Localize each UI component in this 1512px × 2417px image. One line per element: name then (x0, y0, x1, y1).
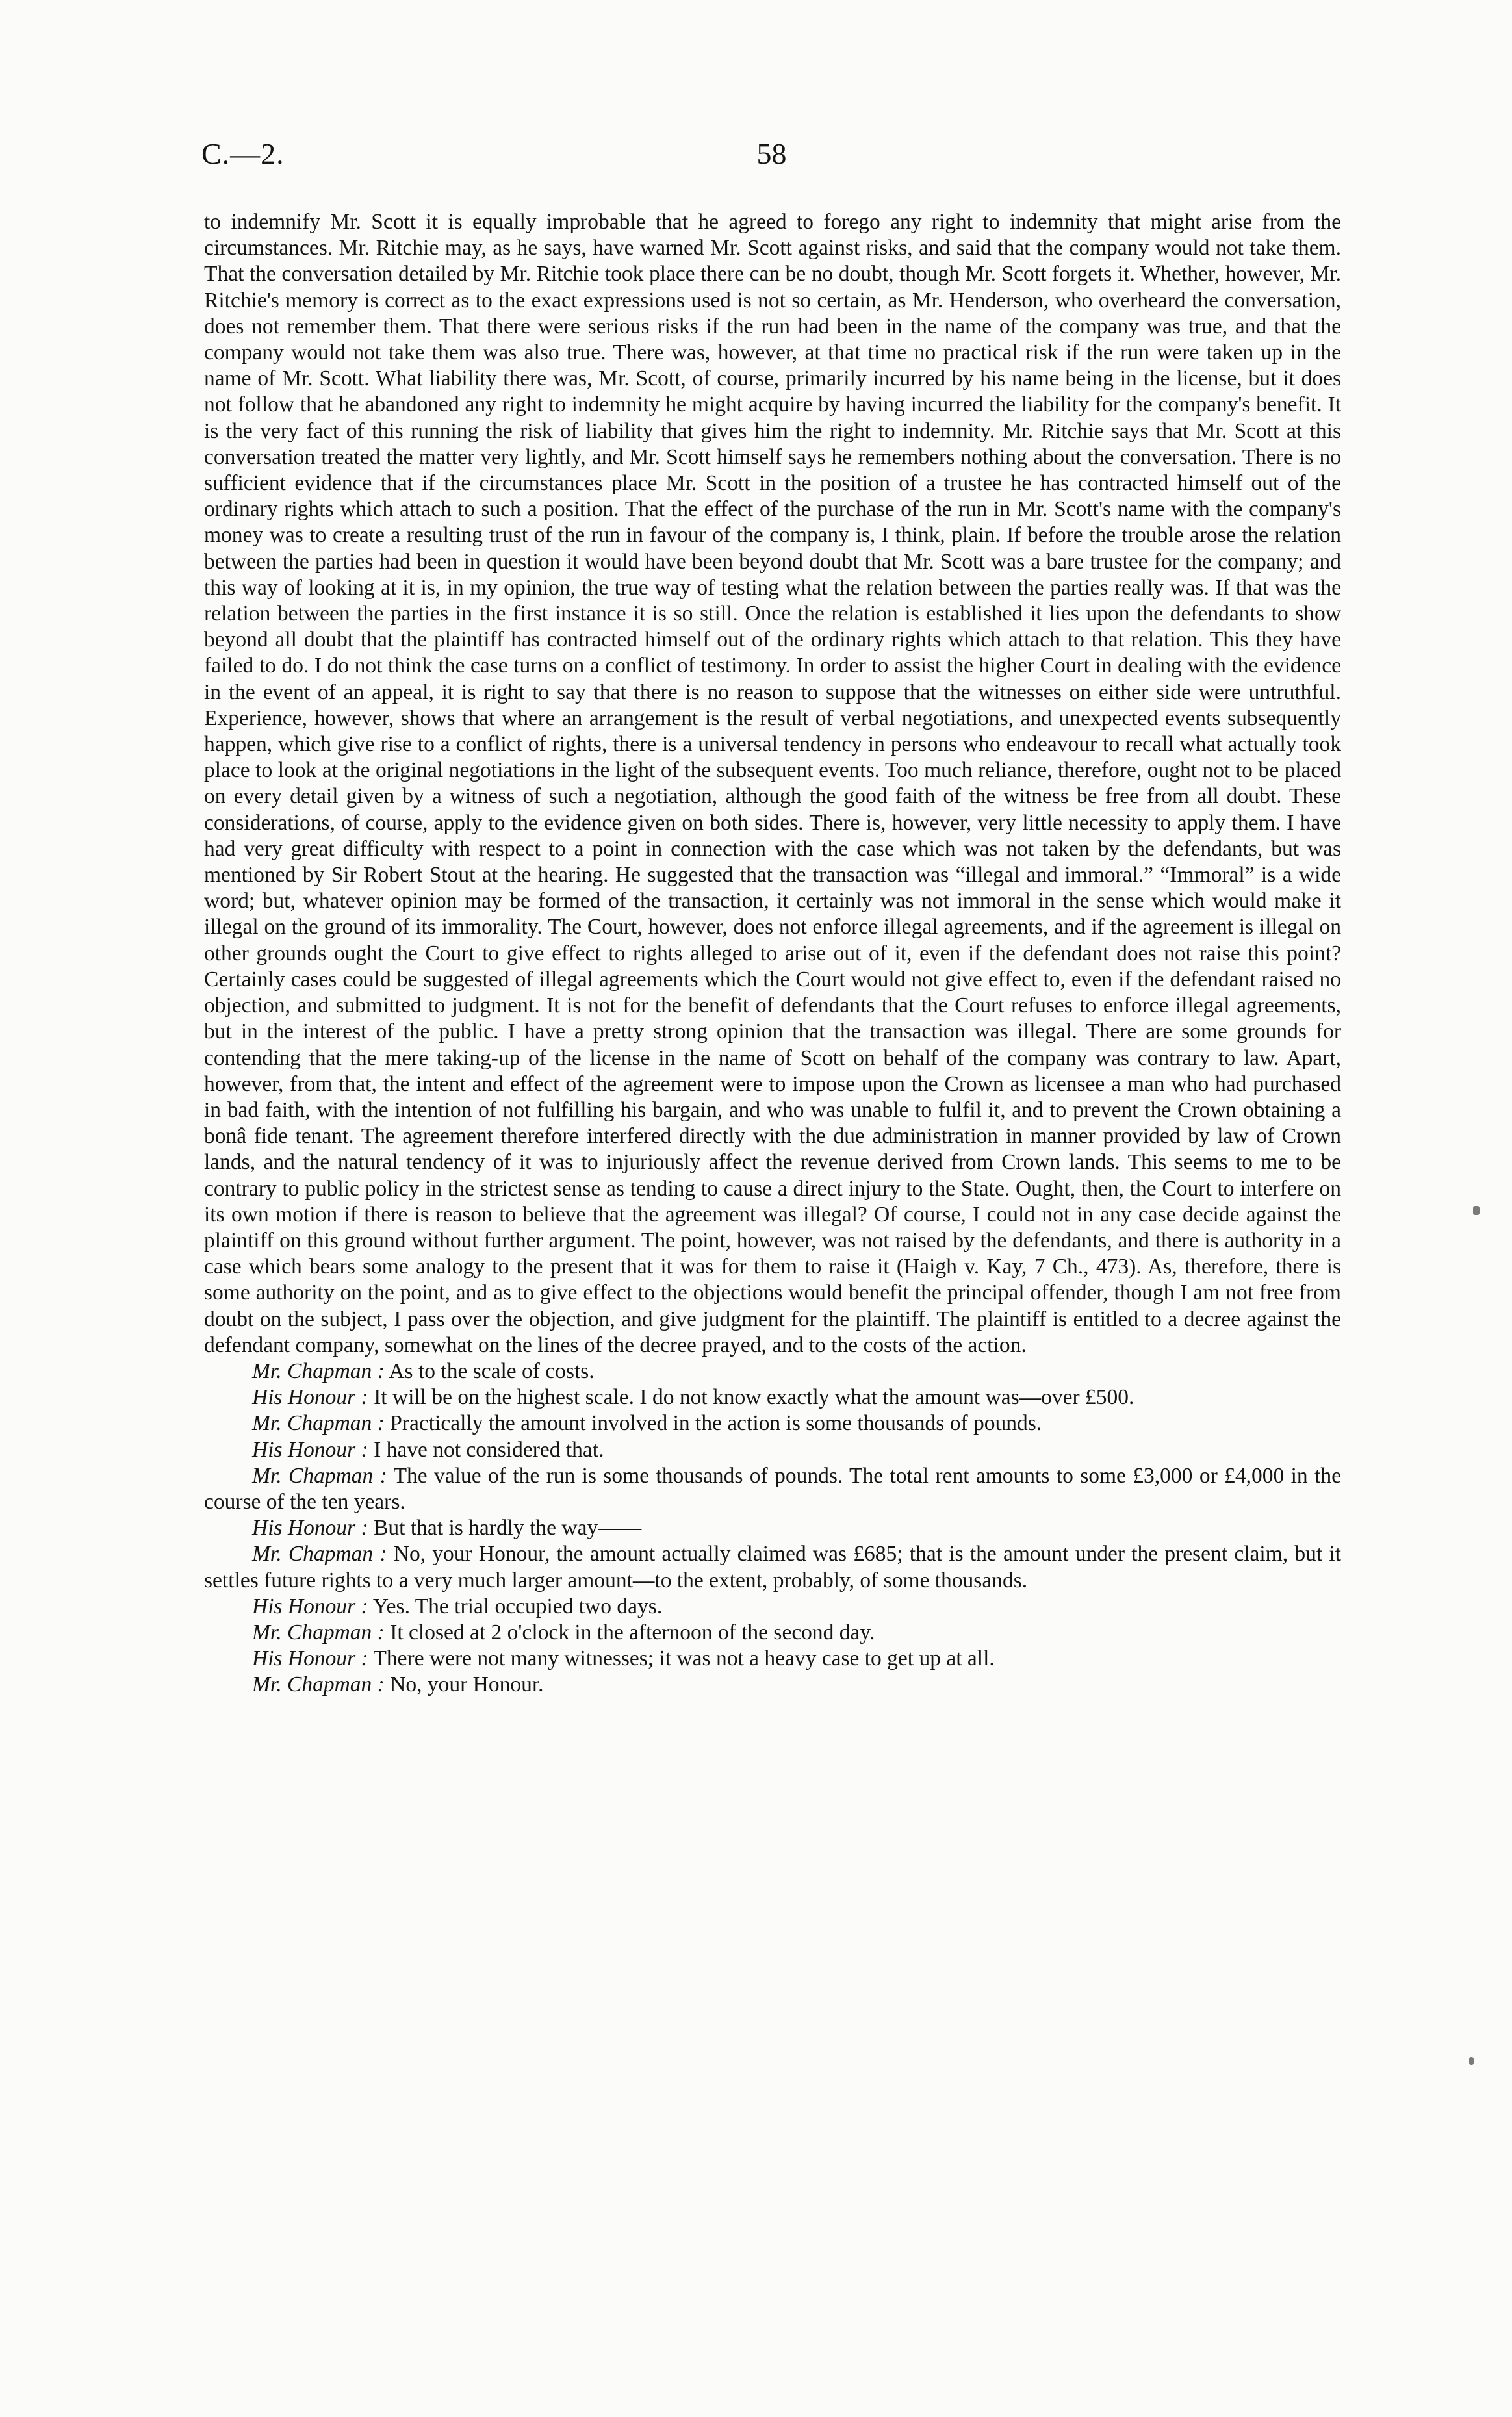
dialogue-line (204, 1385, 1341, 1411)
page-header (201, 136, 1342, 182)
speaker-name: Mr. Chapman : (252, 1411, 385, 1436)
speaker-name: His Honour : (252, 1646, 368, 1671)
speech-text: But that is hardly the way—— (374, 1516, 642, 1541)
scan-mark (1473, 1206, 1480, 1215)
speech-text: No, your Honour. (390, 1672, 544, 1697)
document-reference: C.—2. (201, 137, 285, 170)
judgment-body (204, 209, 1341, 1698)
speaker-name: Mr. Chapman : (252, 1672, 385, 1697)
dialogue-line (204, 1437, 1341, 1463)
speech-text: There were not many witnesses; it was not a heavy case to get up at all. (373, 1646, 995, 1671)
speaker-name: His Honour : (252, 1385, 368, 1410)
dialogue-line (204, 1463, 1341, 1515)
main-paragraph: to indemnify Mr. Scott it is equally improbable that he agreed to forego any right to indemnity that might arise from the circumstances. Mr. Ritchie may, as he says, have warned Mr. Scott against risks, and said that the company would not take them. That the conversation detailed by Mr. Ritchie took place there can be no doubt, though Mr. Scott forgets it. Whether, however, Mr. Ritchie's memory is correct as to the exact expressions used is not so certain, as Mr. Henderson, who overheard the conversation, does not remember them. That there were serious risks if the run had been in the name of the company was true, and that the company would not take them was also true. There was, however, at that time no practical risk if the run were taken up in the name of Mr. Scott. What liability there was, Mr. Scott, of course, primarily incurred by his name being in the license, but it does not follow that he abandoned any right to indemnity he might acquire by having incurred the liability for the company's benefit. It is the very fact of this running the risk of liability that gives him the right to indemnity. Mr. Ritchie says that Mr. Scott at this conversation treated the matter very lightly, and Mr. Scott himself says he remembers nothing about the conversation. There is no sufficient evidence that if the circumstances place Mr. Scott in the position of a trustee he has contracted himself out of the ordinary rights which attach to such a position. That the effect of the purchase of the run in Mr. Scott's name with the company's money was to create a resulting trust of the run in favour of the company is, I think, plain. If before the trouble arose the relation between the parties had been in question it would have been beyond doubt that Mr. Scott was a bare trustee for the company; and this way of looking at it is, in my opinion, the true way of testing what the relation between the parties really was. If that was the relation between the parties in the first instance it is so still. Once the relation is established it lies upon the defendants to show beyond all doubt that the plaintiff has contracted himself out of the ordinary rights which attach to that relation. This they have failed to do. I do not think the case turns on a conflict of testimony. In order to assist the higher Court in dealing with the evidence in the event of an appeal, it is right to say that there is no reason to suppose that the witnesses on either side were untruthful. Experience, however, shows that where an arrangement is the result of verbal negotiations, and unexpected events subsequently happen, which give rise to a conflict of rights, there is a universal tendency in persons who endeavour to recall what actually took place to look at the original negotiations in the light of the subsequent events. Too much reliance, therefore, ought not to be placed on every detail given by a witness of such a negotiation, although the good faith of the witness be free from all doubt. These considerations, of course, apply to the evidence given on both sides. There is, however, very little necessity to apply them. I have had very great difficulty with respect to a point in connection with the case which was not taken by the defendants, but was mentioned by Sir Robert Stout at the hearing. He suggested that the transaction was “illegal and immoral.” “Immoral” is a wide word; but, whatever opinion may be formed of the transaction, it certainly was not immoral in the sense which would make it illegal on the ground of its immorality. The Court, however, does not enforce illegal agreements, and if the agreement is illegal on other grounds ought the Court to give effect to rights alleged to arise out of it, even if the defendant does not raise this point? Certainly cases could be suggested of illegal agreements which the Court would not give effect to, even if the defendant raised no objection, and submitted to judgment. It is not for the benefit of defendants that the Court refuses to enforce illegal agreements, but in the interest of the public. I have a pretty strong opinion that the transaction was illegal. There are some grounds for contending that the mere taking-up of the license in the name of Scott on behalf of the company was contrary to law. Apart, however, from that, the intent and effect of the agreement were to impose upon the Crown as licensee a man who had purchased in bad faith, with the intention of not fulfilling his bargain, and who was unable to fulfil it, and to prevent the Crown obtaining a bonâ fide tenant. The agreement therefore interfered directly with the due administration in manner provided by law of Crown lands, and the natural tendency of it was to injuriously affect the revenue derived from Crown lands. This seems to me to be contrary to public policy in the strictest sense as tending to cause a direct injury to the State. Ought, then, the Court to interfere on its own motion if there is reason to believe that the agreement was illegal? Of course, I could not in any case decide against the plaintiff on this ground without further argument. The point, however, was not raised by the defendants, and there is authority in a case which bears some analogy to the present that it was for them to raise it (Haigh v. Kay, 7 Ch., 473). As, therefore, there is some authority on the point, and as to give effect to the objections would benefit the principal offender, though I am not free from doubt on the subject, I pass over the objection, and give judgment for the plaintiff. The plaintiff is entitled to a decree against the defendant company, somewhat on the lines of the decree prayed, and to the costs of the action. (204, 210, 1341, 1357)
speaker-name: His Honour : (252, 1516, 368, 1541)
dialogue-line (204, 1411, 1341, 1437)
speech-text: It will be on the highest scale. I do not know exactly what the amount was—over £500. (374, 1385, 1134, 1410)
dialogue-line (204, 1541, 1341, 1593)
speaker-name: His Honour : (252, 1437, 368, 1462)
speaker-name: Mr. Chapman : (252, 1359, 385, 1383)
scan-mark (1469, 2057, 1474, 2065)
dialogue-line (204, 1594, 1341, 1620)
dialogue-line (204, 1672, 1341, 1698)
dialogue-line (204, 1359, 1341, 1385)
speaker-name: His Honour : (252, 1594, 368, 1618)
speech-text: It closed at 2 o'clock in the afternoon of the second day. (390, 1620, 875, 1644)
speech-text: Yes. The trial occupied two days. (372, 1594, 663, 1618)
speaker-name: Mr. Chapman : (252, 1620, 385, 1644)
page-number: 58 (756, 137, 787, 170)
dialogue-section (204, 1359, 1341, 1698)
speech-text: Practically the amount involved in the action is some thousands of pounds. (390, 1411, 1042, 1436)
speech-text: The value of the run is some thousands of pounds. The total rent amounts to some £3,000 or £4,000 in the course of the ten years. (204, 1463, 1341, 1514)
dialogue-line (204, 1620, 1341, 1646)
speech-text: As to the scale of costs. (389, 1359, 595, 1383)
speaker-name: Mr. Chapman : (252, 1463, 387, 1488)
speech-text: No, your Honour, the amount actually claimed was £685; that is the amount under the present claim, but it settles future rights to a very much larger amount—to the extent, probably, of some thousands. (204, 1542, 1341, 1592)
speech-text: I have not considered that. (374, 1437, 604, 1462)
speaker-name: Mr. Chapman : (252, 1542, 387, 1567)
dialogue-line (204, 1646, 1341, 1672)
dialogue-line (204, 1515, 1341, 1541)
